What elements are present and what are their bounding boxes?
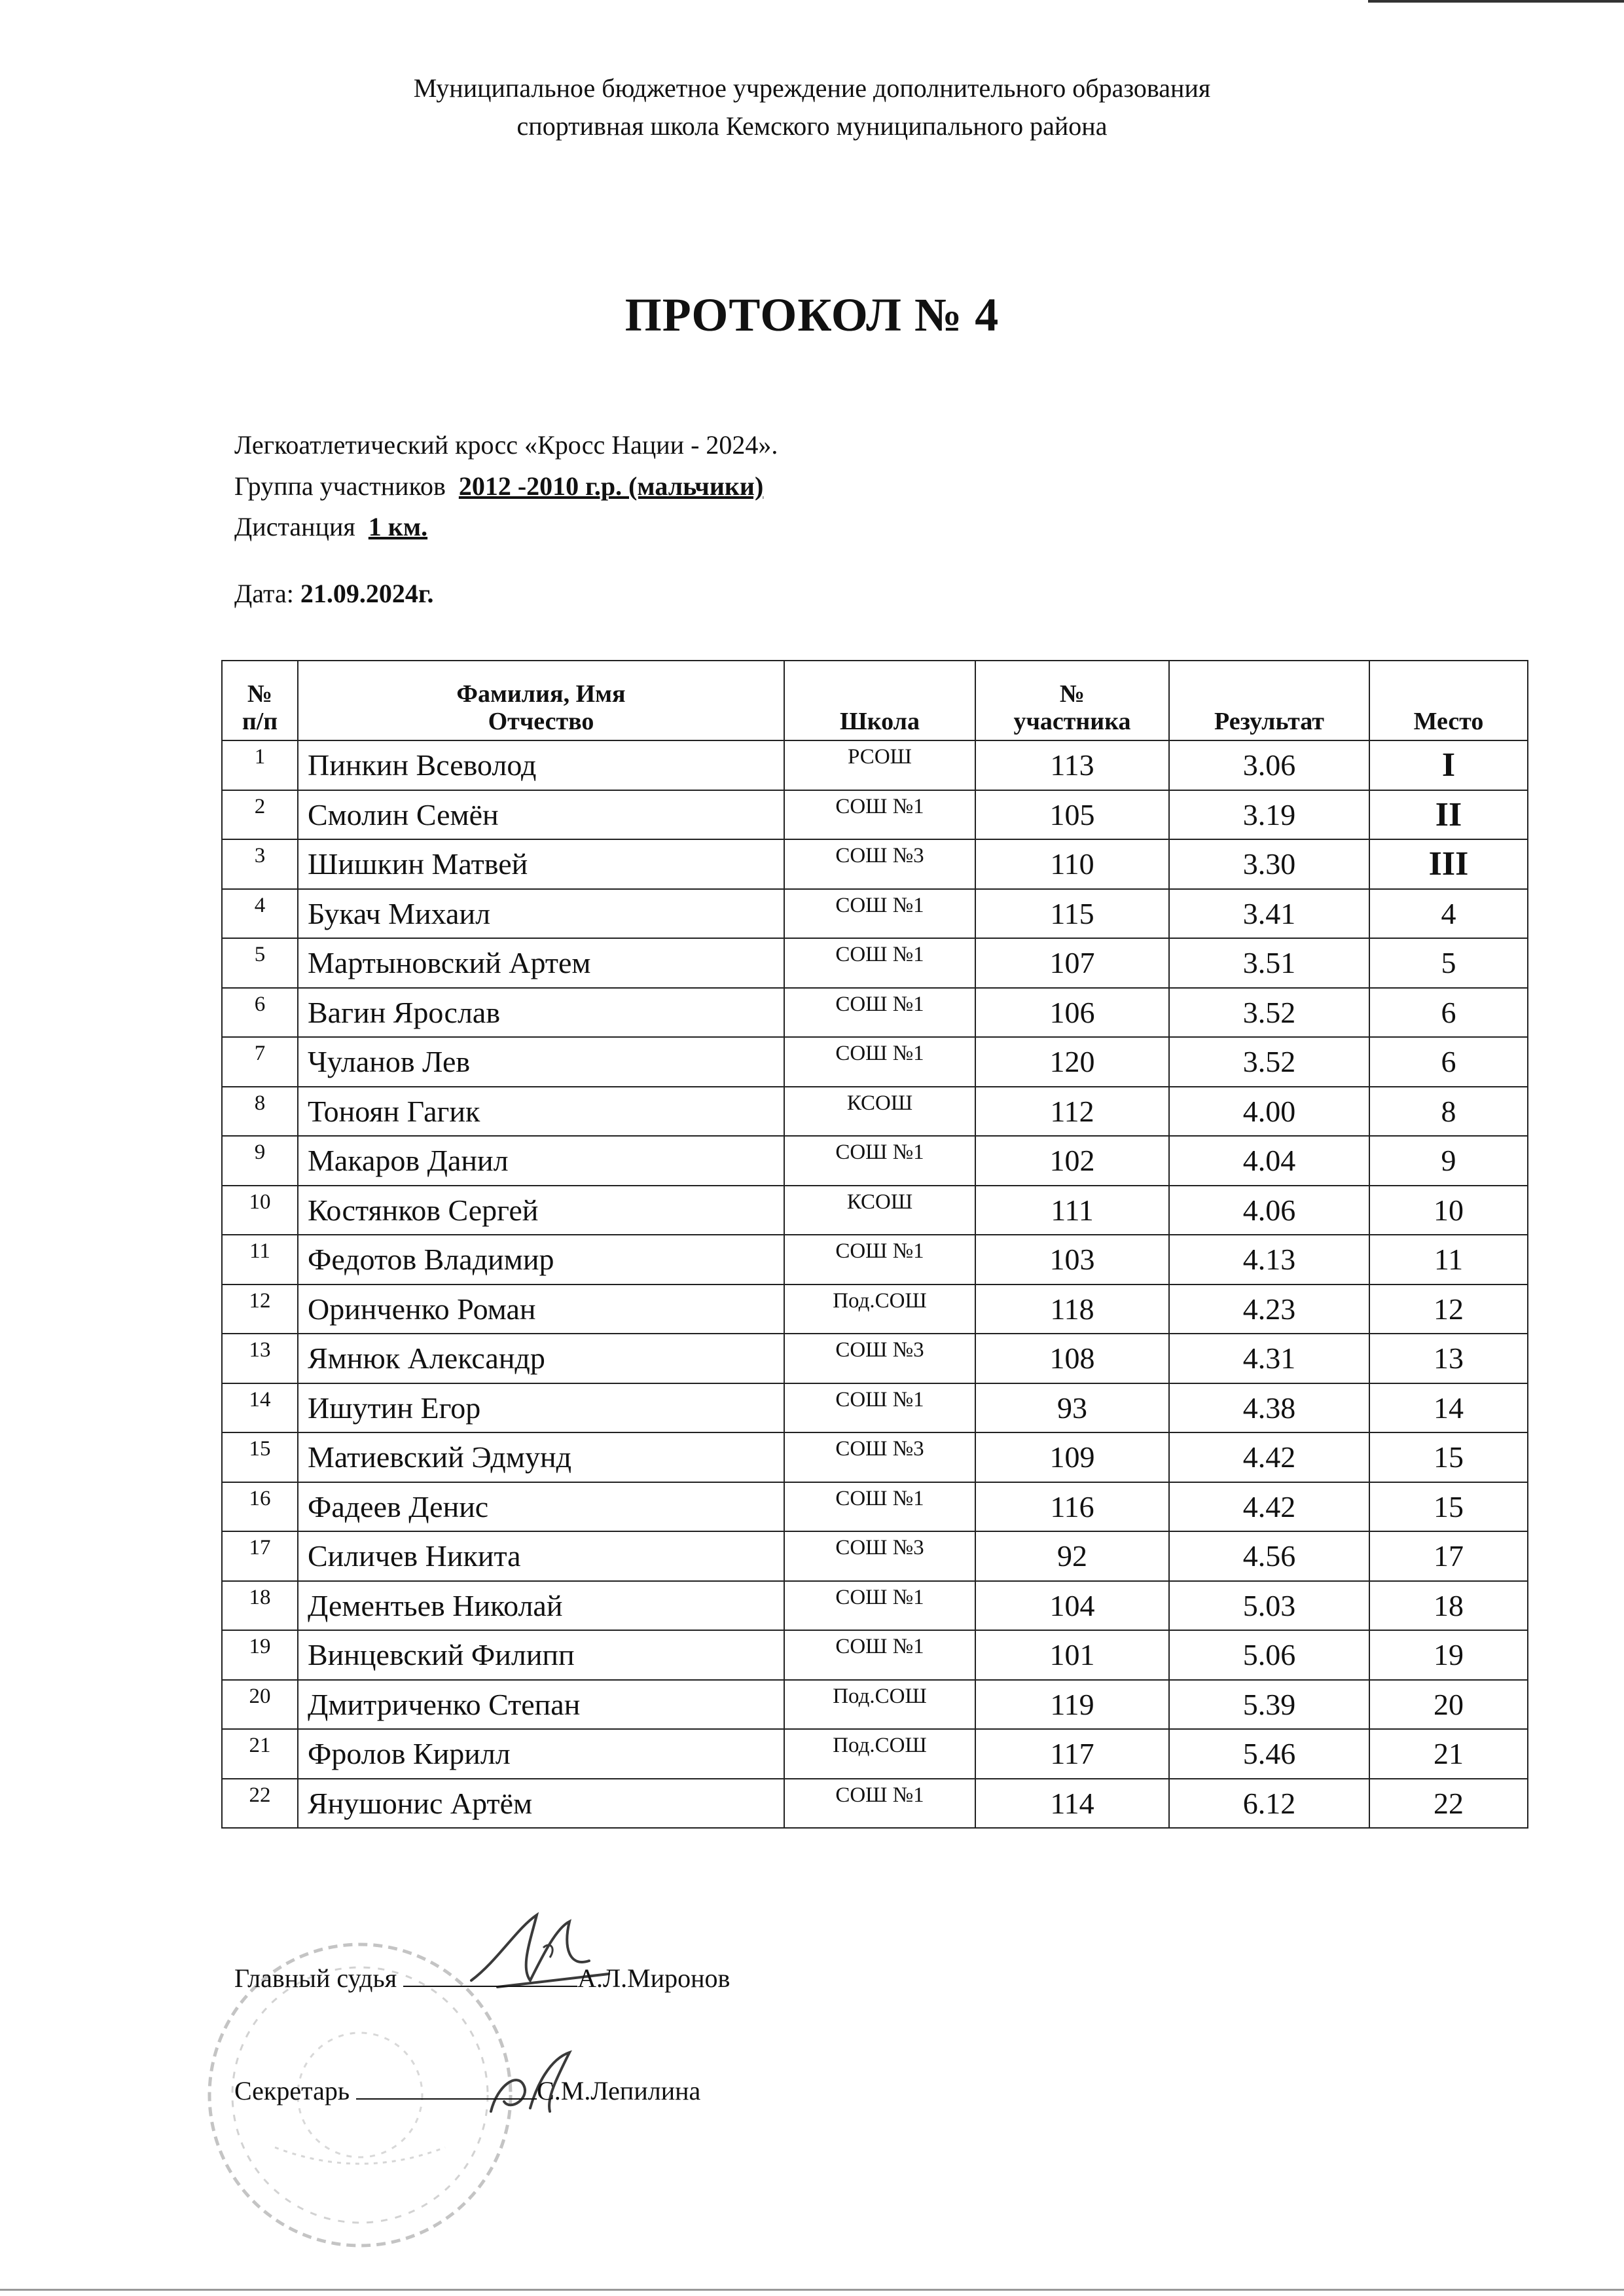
table-row	[222, 1729, 1528, 1779]
cell-participant: 111	[975, 1186, 1169, 1235]
cell-num: 18	[222, 1581, 298, 1631]
cell-place: 15	[1369, 1432, 1528, 1482]
cell-num: 20	[222, 1680, 298, 1730]
secretary-signature-blank	[356, 2076, 537, 2100]
table-row	[222, 1779, 1528, 1829]
cell-name: Смолин Семён	[298, 790, 784, 840]
cell-place: 12	[1369, 1285, 1528, 1334]
cell-place: 9	[1369, 1136, 1528, 1186]
cell-num: 15	[222, 1432, 298, 1482]
cell-num: 17	[222, 1531, 298, 1581]
header-place: Место	[1369, 661, 1528, 740]
cell-result: 6.12	[1169, 1779, 1369, 1829]
table-body	[222, 740, 1528, 1828]
cell-school: СОШ №1	[784, 1630, 975, 1680]
cell-name: Тоноян Гагик	[298, 1087, 784, 1137]
cell-participant: 114	[975, 1779, 1169, 1829]
cell-name: Силичев Никита	[298, 1531, 784, 1581]
cell-result: 4.42	[1169, 1432, 1369, 1482]
cell-result: 3.52	[1169, 988, 1369, 1038]
secretary-signature-line	[234, 2075, 700, 2106]
header-participant-line2: участника	[1013, 708, 1131, 736]
secretary-name: С.М.Лепилина	[537, 2076, 701, 2105]
cell-participant: 105	[975, 790, 1169, 840]
table-row	[222, 1087, 1528, 1137]
table-row	[222, 1482, 1528, 1532]
table-row	[222, 889, 1528, 939]
header-name-line2: Отчество	[488, 708, 594, 736]
cell-result: 4.56	[1169, 1531, 1369, 1581]
date	[234, 579, 434, 609]
date-value: 21.09.2024г.	[300, 579, 434, 608]
header-name	[298, 661, 784, 740]
cell-school: Под.СОШ	[784, 1285, 975, 1334]
cell-result: 4.23	[1169, 1285, 1369, 1334]
scan-edge-bottom	[0, 2289, 1624, 2291]
protocol-title: ПРОТОКОЛ № 4	[624, 289, 1000, 341]
distance-value: 1 км.	[368, 512, 428, 541]
cell-school: Под.СОШ	[784, 1729, 975, 1779]
cell-result: 4.42	[1169, 1482, 1369, 1532]
cell-name: Фролов Кирилл	[298, 1729, 784, 1779]
header-num-line1: №	[247, 680, 273, 708]
cell-num: 3	[222, 839, 298, 889]
cell-num: 10	[222, 1186, 298, 1235]
distance	[234, 512, 427, 542]
results-table	[221, 660, 1528, 1829]
date-label: Дата:	[234, 579, 294, 608]
cell-participant: 101	[975, 1630, 1169, 1680]
table-row	[222, 1630, 1528, 1680]
cell-result: 4.38	[1169, 1383, 1369, 1433]
cell-place: 13	[1369, 1334, 1528, 1383]
header-participant	[975, 661, 1169, 740]
cell-name: Букач Михаил	[298, 889, 784, 939]
cell-num: 5	[222, 938, 298, 988]
secretary-label: Секретарь	[234, 2076, 350, 2105]
cell-result: 4.13	[1169, 1235, 1369, 1285]
cell-participant: 103	[975, 1235, 1169, 1285]
table-row	[222, 1136, 1528, 1186]
cell-school: КСОШ	[784, 1087, 975, 1137]
cell-num: 19	[222, 1630, 298, 1680]
cell-result: 4.06	[1169, 1186, 1369, 1235]
cell-school: СОШ №1	[784, 1136, 975, 1186]
cell-num: 16	[222, 1482, 298, 1532]
cell-participant: 120	[975, 1037, 1169, 1087]
cell-result: 3.51	[1169, 938, 1369, 988]
cell-num: 6	[222, 988, 298, 1038]
cell-school: СОШ №1	[784, 1779, 975, 1829]
cell-school: СОШ №1	[784, 1383, 975, 1433]
cell-place: 6	[1369, 988, 1528, 1038]
cell-num: 4	[222, 889, 298, 939]
cell-name: Костянков Сергей	[298, 1186, 784, 1235]
cell-num: 12	[222, 1285, 298, 1334]
header-name-line1: Фамилия, Имя	[456, 680, 626, 708]
cell-place: I	[1369, 740, 1528, 790]
cell-num: 11	[222, 1235, 298, 1285]
table-row	[222, 1581, 1528, 1631]
cell-participant: 104	[975, 1581, 1169, 1631]
cell-participant: 113	[975, 740, 1169, 790]
participant-group	[234, 471, 763, 501]
cell-participant: 117	[975, 1729, 1169, 1779]
cell-participant: 93	[975, 1383, 1169, 1433]
cell-name: Янушонис Артём	[298, 1779, 784, 1829]
table-row	[222, 1383, 1528, 1433]
cell-num: 9	[222, 1136, 298, 1186]
cell-name: Макаров Данил	[298, 1136, 784, 1186]
judge-signature-blank	[403, 1963, 577, 1987]
cell-place: 14	[1369, 1383, 1528, 1433]
cell-result: 5.06	[1169, 1630, 1369, 1680]
cell-school: СОШ №3	[784, 1334, 975, 1383]
table-row	[222, 740, 1528, 790]
cell-result: 3.30	[1169, 839, 1369, 889]
cell-school: СОШ №3	[784, 839, 975, 889]
cell-place: 10	[1369, 1186, 1528, 1235]
group-value: 2012 -2010 г.р. (мальчики)	[458, 471, 764, 501]
table-row	[222, 790, 1528, 840]
cell-school: СОШ №1	[784, 1037, 975, 1087]
cell-school: СОШ №3	[784, 1432, 975, 1482]
scan-edge-top	[1368, 0, 1624, 3]
cell-participant: 118	[975, 1285, 1169, 1334]
cell-name: Пинкин Всеволод	[298, 740, 784, 790]
cell-name: Оринченко Роман	[298, 1285, 784, 1334]
cell-num: 21	[222, 1729, 298, 1779]
cell-place: 19	[1369, 1630, 1528, 1680]
cell-name: Ишутин Егор	[298, 1383, 784, 1433]
cell-place: III	[1369, 839, 1528, 889]
cell-num: 8	[222, 1087, 298, 1137]
cell-school: СОШ №1	[784, 1581, 975, 1631]
cell-participant: 115	[975, 889, 1169, 939]
cell-num: 2	[222, 790, 298, 840]
header-participant-line1: №	[1059, 680, 1085, 708]
cell-participant: 109	[975, 1432, 1169, 1482]
cell-place: 8	[1369, 1087, 1528, 1137]
cell-result: 5.03	[1169, 1581, 1369, 1631]
cell-num: 1	[222, 740, 298, 790]
table-row	[222, 1235, 1528, 1285]
cell-participant: 107	[975, 938, 1169, 988]
cell-name: Винцевский Филипп	[298, 1630, 784, 1680]
header-num-line2: п/п	[242, 708, 278, 736]
cell-school: СОШ №1	[784, 889, 975, 939]
cell-place: 4	[1369, 889, 1528, 939]
organization-line-1: Муниципальное бюджетное учреждение дополнительного образования	[413, 73, 1211, 103]
cell-name: Ямнюк Александр	[298, 1334, 784, 1383]
cell-school: РСОШ	[784, 740, 975, 790]
cell-name: Шишкин Матвей	[298, 839, 784, 889]
header-result: Результат	[1169, 661, 1369, 740]
cell-result: 4.31	[1169, 1334, 1369, 1383]
cell-school: СОШ №1	[784, 1482, 975, 1532]
table-row	[222, 1037, 1528, 1087]
cell-school: СОШ №3	[784, 1531, 975, 1581]
cell-participant: 110	[975, 839, 1169, 889]
cell-place: 11	[1369, 1235, 1528, 1285]
cell-result: 3.06	[1169, 740, 1369, 790]
cell-name: Чуланов Лев	[298, 1037, 784, 1087]
cell-place: II	[1369, 790, 1528, 840]
cell-name: Дмитриченко Степан	[298, 1680, 784, 1730]
cell-school: СОШ №1	[784, 1235, 975, 1285]
cell-num: 14	[222, 1383, 298, 1433]
table-row	[222, 1432, 1528, 1482]
judge-signature-line	[234, 1963, 730, 1994]
cell-place: 21	[1369, 1729, 1528, 1779]
cell-num: 7	[222, 1037, 298, 1087]
event-name: Легкоатлетический кросс «Кросс Нации - 2024».	[234, 430, 778, 460]
cell-place: 15	[1369, 1482, 1528, 1532]
table-row	[222, 839, 1528, 889]
cell-school: СОШ №1	[784, 938, 975, 988]
organization-line-2: спортивная школа Кемского муниципального района	[516, 111, 1108, 141]
cell-name: Мартыновский Артем	[298, 938, 784, 988]
cell-participant: 112	[975, 1087, 1169, 1137]
cell-participant: 108	[975, 1334, 1169, 1383]
judge-name: А.Л.Миронов	[577, 1963, 731, 1993]
cell-place: 6	[1369, 1037, 1528, 1087]
distance-label: Дистанция	[234, 512, 355, 541]
cell-school: Под.СОШ	[784, 1680, 975, 1730]
cell-place: 22	[1369, 1779, 1528, 1829]
cell-result: 5.46	[1169, 1729, 1369, 1779]
cell-participant: 92	[975, 1531, 1169, 1581]
table-row	[222, 1334, 1528, 1383]
cell-school: СОШ №1	[784, 790, 975, 840]
cell-result: 4.00	[1169, 1087, 1369, 1137]
cell-participant: 106	[975, 988, 1169, 1038]
table-row	[222, 1531, 1528, 1581]
table-header-row	[222, 661, 1528, 740]
cell-school: КСОШ	[784, 1186, 975, 1235]
header-school: Школа	[784, 661, 975, 740]
cell-place: 5	[1369, 938, 1528, 988]
cell-result: 3.52	[1169, 1037, 1369, 1087]
cell-school: СОШ №1	[784, 988, 975, 1038]
cell-participant: 116	[975, 1482, 1169, 1532]
table-row	[222, 1680, 1528, 1730]
judge-label: Главный судья	[234, 1963, 397, 1993]
cell-result: 3.41	[1169, 889, 1369, 939]
header-num	[222, 661, 298, 740]
cell-result: 4.04	[1169, 1136, 1369, 1186]
cell-result: 3.19	[1169, 790, 1369, 840]
table-row	[222, 988, 1528, 1038]
cell-name: Дементьев Николай	[298, 1581, 784, 1631]
table-row	[222, 1186, 1528, 1235]
cell-name: Вагин Ярослав	[298, 988, 784, 1038]
cell-participant: 102	[975, 1136, 1169, 1186]
cell-name: Матиевский Эдмунд	[298, 1432, 784, 1482]
cell-place: 17	[1369, 1531, 1528, 1581]
cell-participant: 119	[975, 1680, 1169, 1730]
table-row	[222, 1285, 1528, 1334]
cell-result: 5.39	[1169, 1680, 1369, 1730]
cell-place: 18	[1369, 1581, 1528, 1631]
cell-num: 13	[222, 1334, 298, 1383]
cell-name: Фадеев Денис	[298, 1482, 784, 1532]
table-row	[222, 938, 1528, 988]
cell-place: 20	[1369, 1680, 1528, 1730]
cell-name: Федотов Владимир	[298, 1235, 784, 1285]
group-label: Группа участников	[234, 471, 446, 501]
cell-num: 22	[222, 1779, 298, 1829]
